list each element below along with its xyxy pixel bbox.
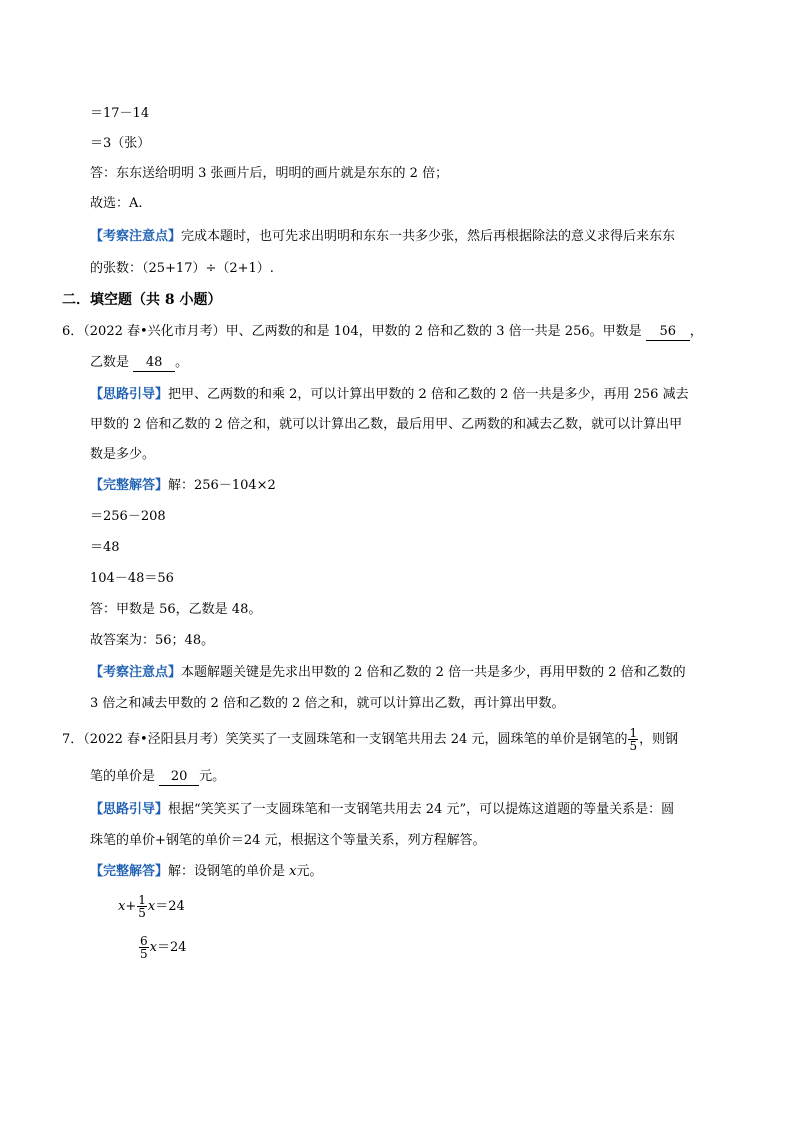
hint-line: 甲数的 2 倍和乙数的 2 倍之和，就可以计算出乙数，最后用甲、乙两数的和减去乙数，就可以计算出甲	[90, 417, 683, 432]
note-line: 3 倍之和减去甲数的 2 倍和乙数的 2 倍之和，就可以计算出乙数，再计算出甲数。	[90, 696, 565, 711]
solution-line: 故答案为：56；48。	[90, 633, 215, 648]
question-text: 笔的单价是	[90, 769, 156, 784]
calc-line: ＝3（张）	[90, 136, 151, 151]
note-text: 完成本题时，也可先求出明明和东东一共多少张，然后再根据除法的意义求得后来东东	[181, 229, 676, 244]
note-line: 的张数：（25+17）÷（2+1）.	[90, 261, 274, 276]
note-tag: 【考察注意点】	[90, 229, 182, 244]
solution-line: 104－48＝56	[90, 571, 174, 586]
question-7-cont	[90, 767, 225, 787]
question-text: 元。	[199, 769, 226, 784]
answer-line: 答：东东送给明明 3 张画片后，明明的画片就是东东的 2 倍；	[90, 166, 449, 181]
question-6	[62, 322, 703, 342]
question-text: ，则钢	[639, 732, 679, 747]
answer-blank: 56	[646, 324, 690, 341]
hint-line: 数是多少。	[90, 447, 156, 462]
solution-text: 元。	[296, 864, 323, 879]
choice-line: 故选：A.	[90, 196, 143, 211]
note-line	[90, 663, 686, 683]
answer-blank: 48	[133, 355, 175, 372]
question-text: ，	[689, 324, 703, 339]
answer-blank: 20	[159, 769, 199, 786]
hint-line	[90, 800, 674, 820]
equation-2: $\frac{6}{5}$ x＝24	[140, 934, 187, 961]
solution-line: ＝256－208	[90, 509, 166, 524]
question-text: 7．（2022 春•泾阳县月考）笑笑买了一支圆珠笔和一支钢笔共用去 24 元，圆珠笔的单价是钢笔的	[62, 732, 628, 747]
hint-line	[90, 385, 689, 405]
solution-line	[90, 862, 323, 882]
calc-line: ＝17－14	[90, 106, 150, 121]
hint-text: 把甲、乙两数的和乘 2，可以计算出甲数的 2 倍和乙数的 2 倍一共是多少，再用 256 减去	[168, 387, 689, 402]
fraction: $\frac{6}{5}$	[140, 934, 148, 961]
note-text: 本题解题关键是先求出甲数的 2 倍和乙数的 2 倍一共是多少，再用甲数的 2 倍和乙数的	[181, 665, 686, 680]
solution-tag: 【完整解答】	[90, 478, 169, 493]
question-6-cont	[90, 353, 188, 373]
hint-tag: 【思路引导】	[90, 802, 169, 817]
note-tag: 【考察注意点】	[90, 665, 182, 680]
section-title: 二．填空题（共 8 小题）	[62, 292, 222, 308]
solution-line: ＝48	[90, 540, 120, 555]
variable: x	[289, 864, 297, 879]
fraction: $\frac{1}{5}$	[138, 893, 146, 920]
solution-text: 解：256－104×2	[168, 478, 276, 493]
solution-line	[90, 476, 276, 496]
hint-line: 珠笔的单价+钢笔的单价＝24 元，根据这个等量关系，列方程解答。	[90, 833, 486, 848]
solution-tag: 【完整解答】	[90, 864, 169, 879]
solution-line: 答：甲数是 56，乙数是 48。	[90, 602, 262, 617]
question-text: 。	[175, 355, 189, 370]
question-text: 乙数是	[90, 355, 130, 370]
solution-text: 解：设钢笔的单价是	[168, 864, 286, 879]
hint-text: 根据“笑笑买了一支圆珠笔和一支钢笔共用去 24 元”，可以提炼这道题的等量关系是：圆	[168, 802, 675, 817]
fraction: $\frac{1}{5}$	[629, 726, 638, 753]
hint-tag: 【思路引导】	[90, 387, 169, 402]
note-line	[90, 227, 675, 247]
equation-1: x+ $\frac{1}{5}$ x＝24	[118, 893, 185, 920]
question-text: 6．（2022 春•兴化市月考）甲、乙两数的和是 104，甲数的 2 倍和乙数的 3 倍一共是 256。甲数是	[62, 324, 642, 339]
question-7	[62, 726, 678, 754]
